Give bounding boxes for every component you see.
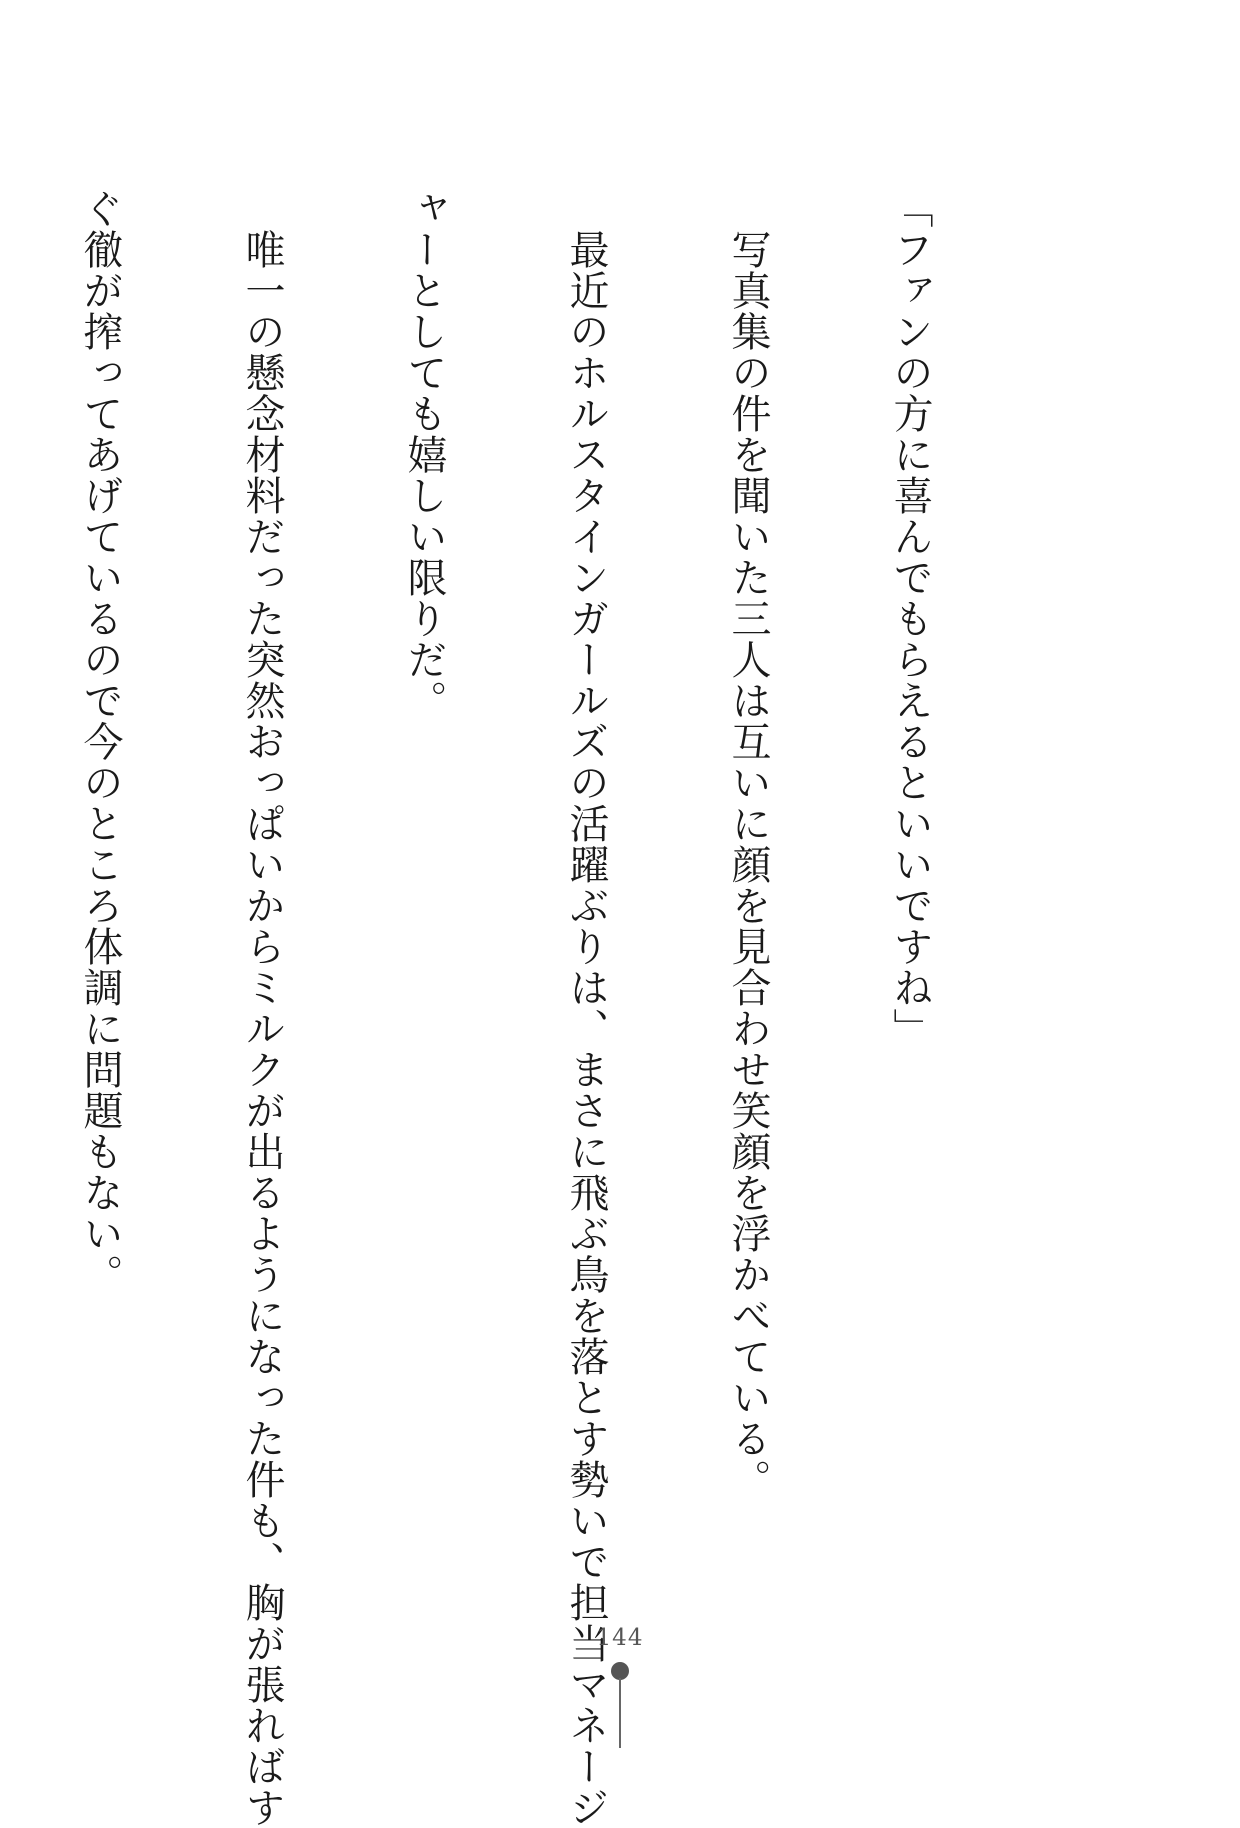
text-line: 写真集の件を聞いた三人は互いに顔を見合わせ笑顔を浮かべている。	[725, 188, 771, 1500]
text-line: ャーとしても嬉しい限りだ。	[401, 188, 447, 721]
footer-line-ornament	[619, 1678, 621, 1748]
text-line: 「ファンの方に喜んでもらえるといいですね」	[887, 188, 933, 1049]
text-line: ぐ徹が搾ってあげているので今のところ体調に問題もない。	[77, 188, 123, 1295]
text-line: 最近のホルスタインガールズの活躍ぶりは、まさに飛ぶ鳥を落とす勢いで担当マネージ	[563, 188, 609, 1828]
page-number: 144	[596, 1625, 644, 1651]
text-line: 唯一の懸念材料だった突然おっぱいからミルクが出るようになった件も、胸が張ればす	[239, 188, 285, 1828]
